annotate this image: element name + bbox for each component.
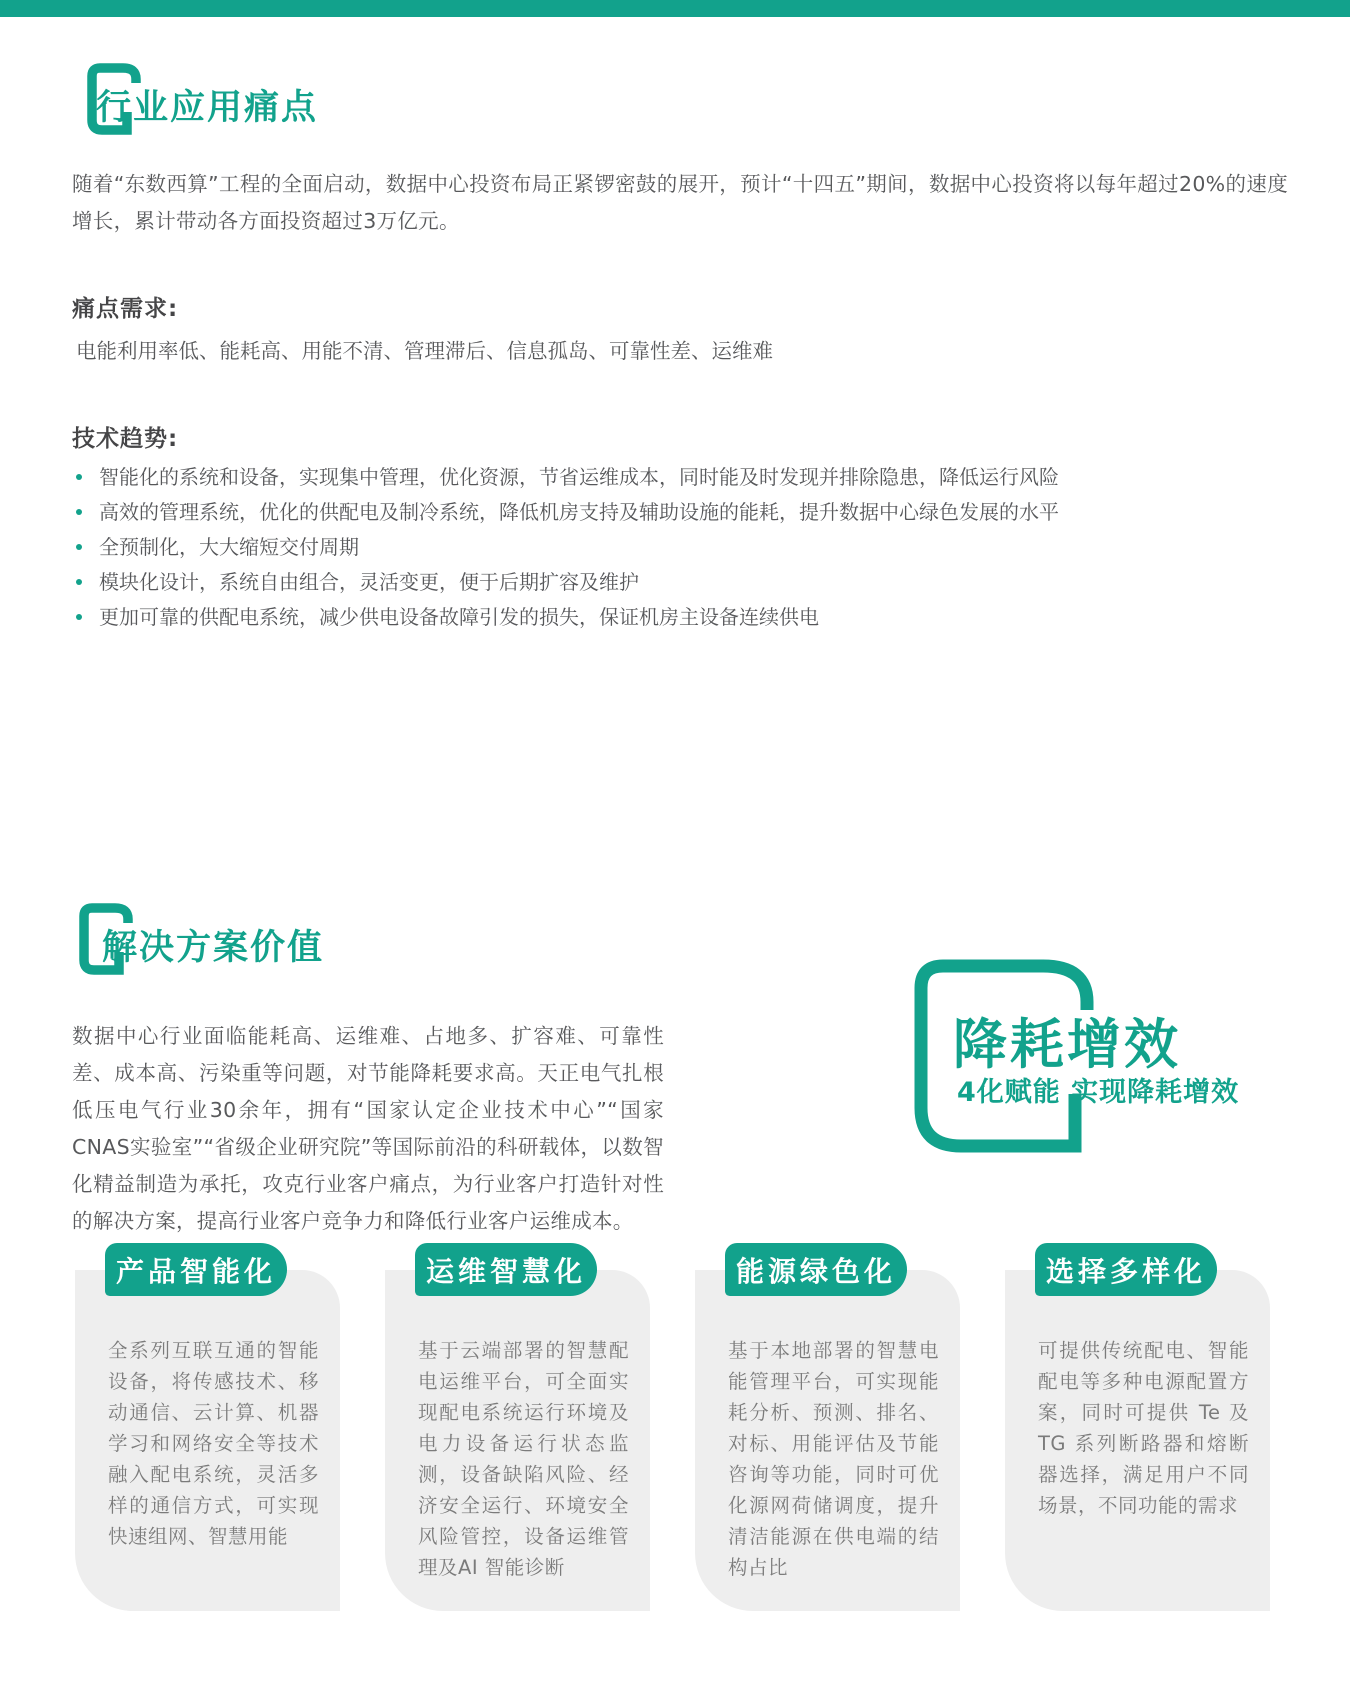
callout-title: 降耗增效 <box>953 1013 1181 1076</box>
value-cards-row <box>75 1243 1275 1613</box>
card-title-pill <box>105 1243 287 1296</box>
bullet-dot-icon <box>76 614 82 620</box>
trend-list <box>74 466 1294 641</box>
trend-item <box>74 571 1294 593</box>
trend-item <box>74 606 1294 628</box>
card-title-pill <box>725 1243 907 1296</box>
card-product-intelligence <box>75 1243 340 1611</box>
card-body-text: 全系列互联互通的智能设备，将传感技术、移动通信、云计算、机器学习和网络安全等技术融入配电系统，灵活多样的通信方式，可实现快速组网、智慧用能 <box>108 1339 319 1548</box>
card-green-energy <box>695 1243 960 1611</box>
value-paragraph: 数据中心行业面临能耗高、运维难、占地多、扩容难、可靠性差、成本高、污染重等问题，对节能降耗要求高。天正电气扎根低压电气行业30余年，拥有“国家认定企业技术中心”“国家CNAS实验室”“省级企业研究院”等国际前沿的科研载体，以数智化精益制造为承托，攻克行业客户痛点，为行业客户打造针对性的解决方案，提高行业客户竞争力和降低行业客户运维成本。 <box>72 1024 664 1233</box>
value-section-title: 解决方案价值 <box>102 928 325 968</box>
card-om-wisdom <box>385 1243 650 1611</box>
callout-banner <box>913 958 1240 1168</box>
trend-item <box>74 536 1294 558</box>
pain-demand-label: 痛点需求: <box>72 296 179 322</box>
trend-item-text: 全预制化，大大缩短交付周期 <box>99 535 359 559</box>
trend-item-text: 智能化的系统和设备，实现集中管理，优化资源，节省运维成本，同时能及时发现并排除隐患，降低运行风险 <box>99 465 1059 489</box>
card-title: 能源绿色化 <box>735 1254 896 1288</box>
card-body-text: 可提供传统配电、智能配电等多种电源配置方案，同时可提供 Te 及 TG 系列断路器和熔断器选择，满足用户不同场景，不同功能的需求 <box>1038 1339 1249 1517</box>
card-body-text: 基于云端部署的智慧配电运维平台，可全面实现配电系统运行环境及电力设备运行状态监测，设备缺陷风险、经济安全运行、环境安全风险管控，设备运维管理及AI 智能诊断 <box>418 1339 629 1579</box>
card-diverse-choice <box>1005 1243 1270 1611</box>
trend-item-text: 更加可靠的供配电系统，减少供电设备故障引发的损失，保证机房主设备连续供电 <box>99 605 819 629</box>
trend-item-text: 模块化设计，系统自由组合，灵活变更，便于后期扩容及维护 <box>99 570 639 594</box>
pain-intro-paragraph: 随着“东数西算”工程的全面启动，数据中心投资布局正紧锣密鼓的展开，预计“十四五”期间，数据中心投资将以每年超过20%的速度增长，累计带动各方面投资超过3万亿元。 <box>72 172 1288 233</box>
top-accent-bar <box>0 0 1350 17</box>
card-title: 运维智慧化 <box>425 1254 586 1288</box>
pain-section-title: 行业应用痛点 <box>96 88 319 128</box>
bullet-dot-icon <box>76 544 82 550</box>
card-body-text: 基于本地部署的智慧电能管理平台，可实现能耗分析、预测、排名、对标、用能评估及节能咨询等功能，同时可优化源网荷储调度，提升清洁能源在供电端的结构占比 <box>728 1339 939 1579</box>
trend-label: 技术趋势: <box>72 426 179 452</box>
bullet-dot-icon <box>76 579 82 585</box>
card-title-pill <box>1035 1243 1217 1296</box>
card-title: 选择多样化 <box>1045 1254 1206 1288</box>
trend-item <box>74 466 1294 488</box>
card-title: 产品智能化 <box>115 1254 276 1288</box>
trend-item-text: 高效的管理系统，优化的供配电及制冷系统，降低机房支持及辅助设施的能耗，提升数据中心绿色发展的水平 <box>99 500 1059 524</box>
callout-subtitle: 4化赋能 实现降耗增效 <box>957 1077 1240 1108</box>
bullet-dot-icon <box>76 509 82 515</box>
card-title-pill <box>415 1243 597 1296</box>
pain-demand-text: 电能利用率低、能耗高、用能不清、管理滞后、信息孤岛、可靠性差、运维难 <box>76 339 773 363</box>
trend-item <box>74 501 1294 523</box>
bullet-dot-icon <box>76 474 82 480</box>
